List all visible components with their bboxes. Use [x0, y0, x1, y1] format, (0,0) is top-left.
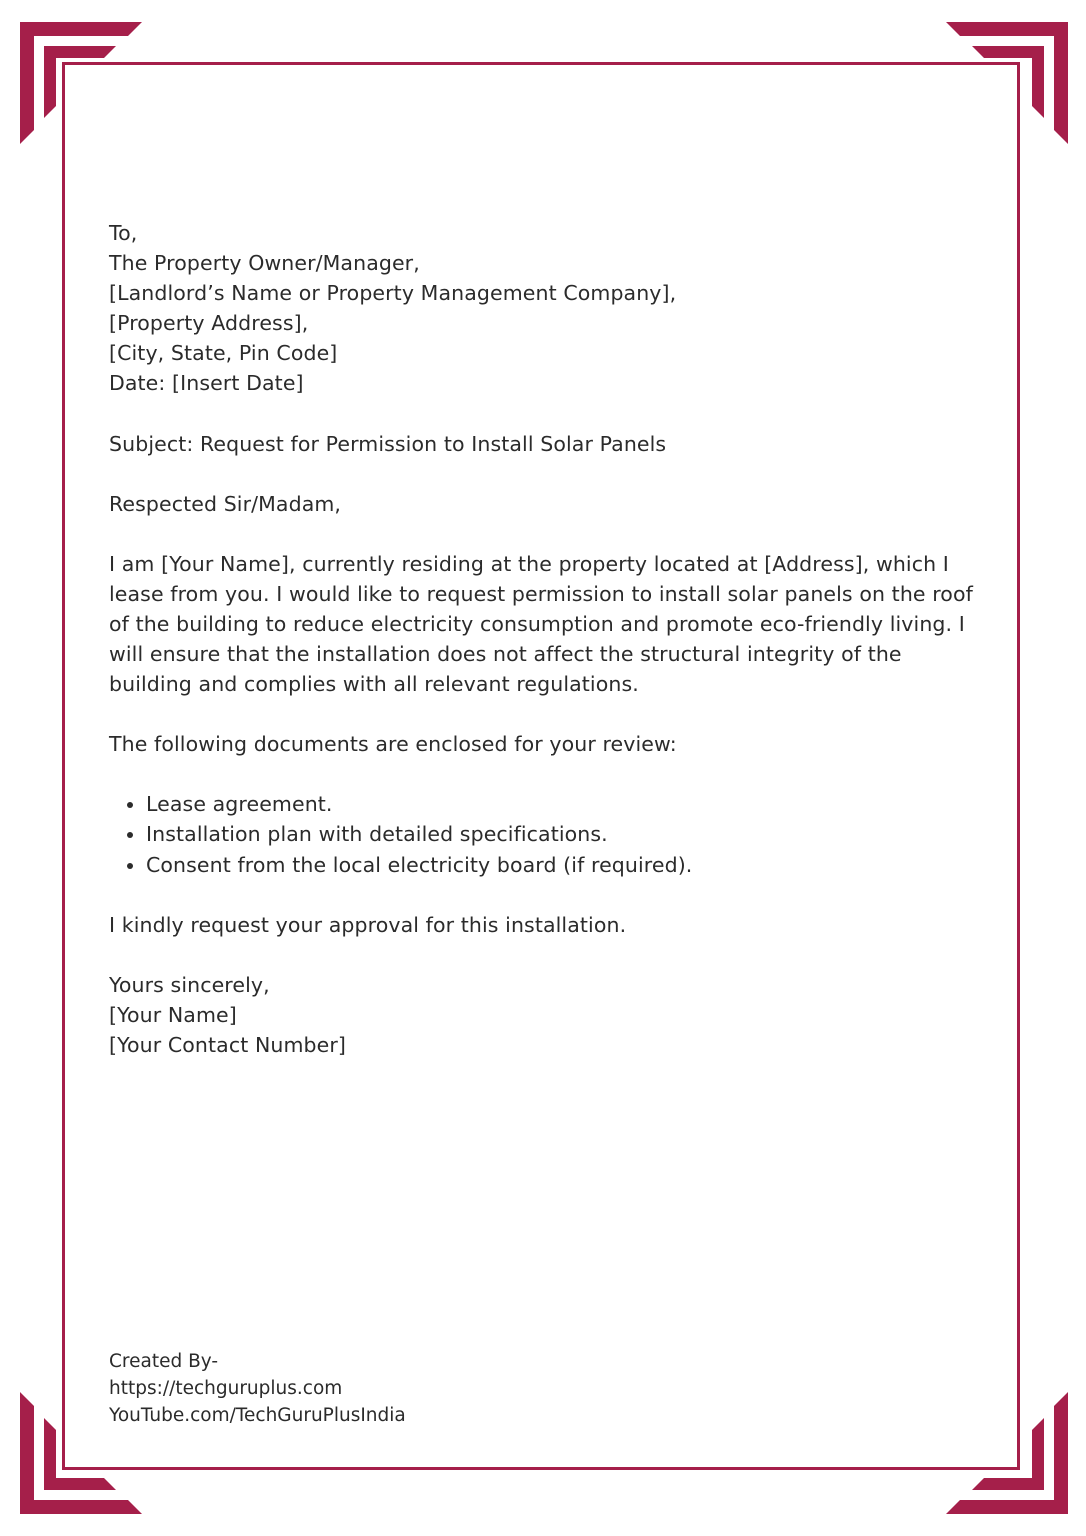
credits-footer	[109, 1348, 406, 1429]
website-link[interactable]: https://techguruplus.com	[109, 1378, 343, 1399]
salutation: Respected Sir/Madam,	[109, 491, 342, 516]
recipient-address	[109, 218, 989, 399]
address-line: [Landlord’s Name or Property Management Company],	[109, 281, 677, 306]
sender-contact: [Your Contact Number]	[109, 1032, 346, 1057]
address-line: [Property Address],	[109, 311, 309, 336]
address-line: The Property Owner/Manager,	[109, 251, 420, 276]
address-line: To,	[109, 221, 138, 245]
list-item: • Lease agreement.	[146, 789, 989, 819]
list-item: • Consent from the local electricity board (if required).	[146, 850, 989, 880]
signature-block	[109, 970, 989, 1060]
closing-line: Yours sincerely,	[109, 972, 270, 997]
corner-ornament-top-right	[944, 22, 1068, 146]
body-paragraph: I am [Your Name], currently residing at the property located at [Address], which I lease from you. I would like to request permission to install solar panels on the roof of the building to reduce electricity consumption and promote eco-friendly living. I will ensure that the installation does not affect the structural integrity of the building and complies with all relevant regulations.	[109, 551, 973, 697]
request-line: I kindly request your approval for this installation.	[109, 912, 627, 937]
list-item: • Installation plan with detailed specifications.	[146, 819, 989, 849]
date-line: Date: [Insert Date]	[109, 371, 304, 396]
corner-ornament-top-left	[20, 22, 144, 146]
documents-intro: The following documents are enclosed for your review:	[109, 732, 677, 757]
sender-name: [Your Name]	[109, 1002, 237, 1027]
youtube-link[interactable]: YouTube.com/TechGuruPlusIndia	[109, 1405, 406, 1426]
address-line: [City, State, Pin Code]	[109, 341, 338, 366]
letter-body	[109, 218, 989, 1090]
created-by-label: Created By-	[109, 1351, 219, 1372]
documents-list	[109, 789, 989, 879]
subject-line: Subject: Request for Permission to Install Solar Panels	[109, 431, 667, 456]
corner-ornament-bottom-right	[944, 1390, 1068, 1514]
